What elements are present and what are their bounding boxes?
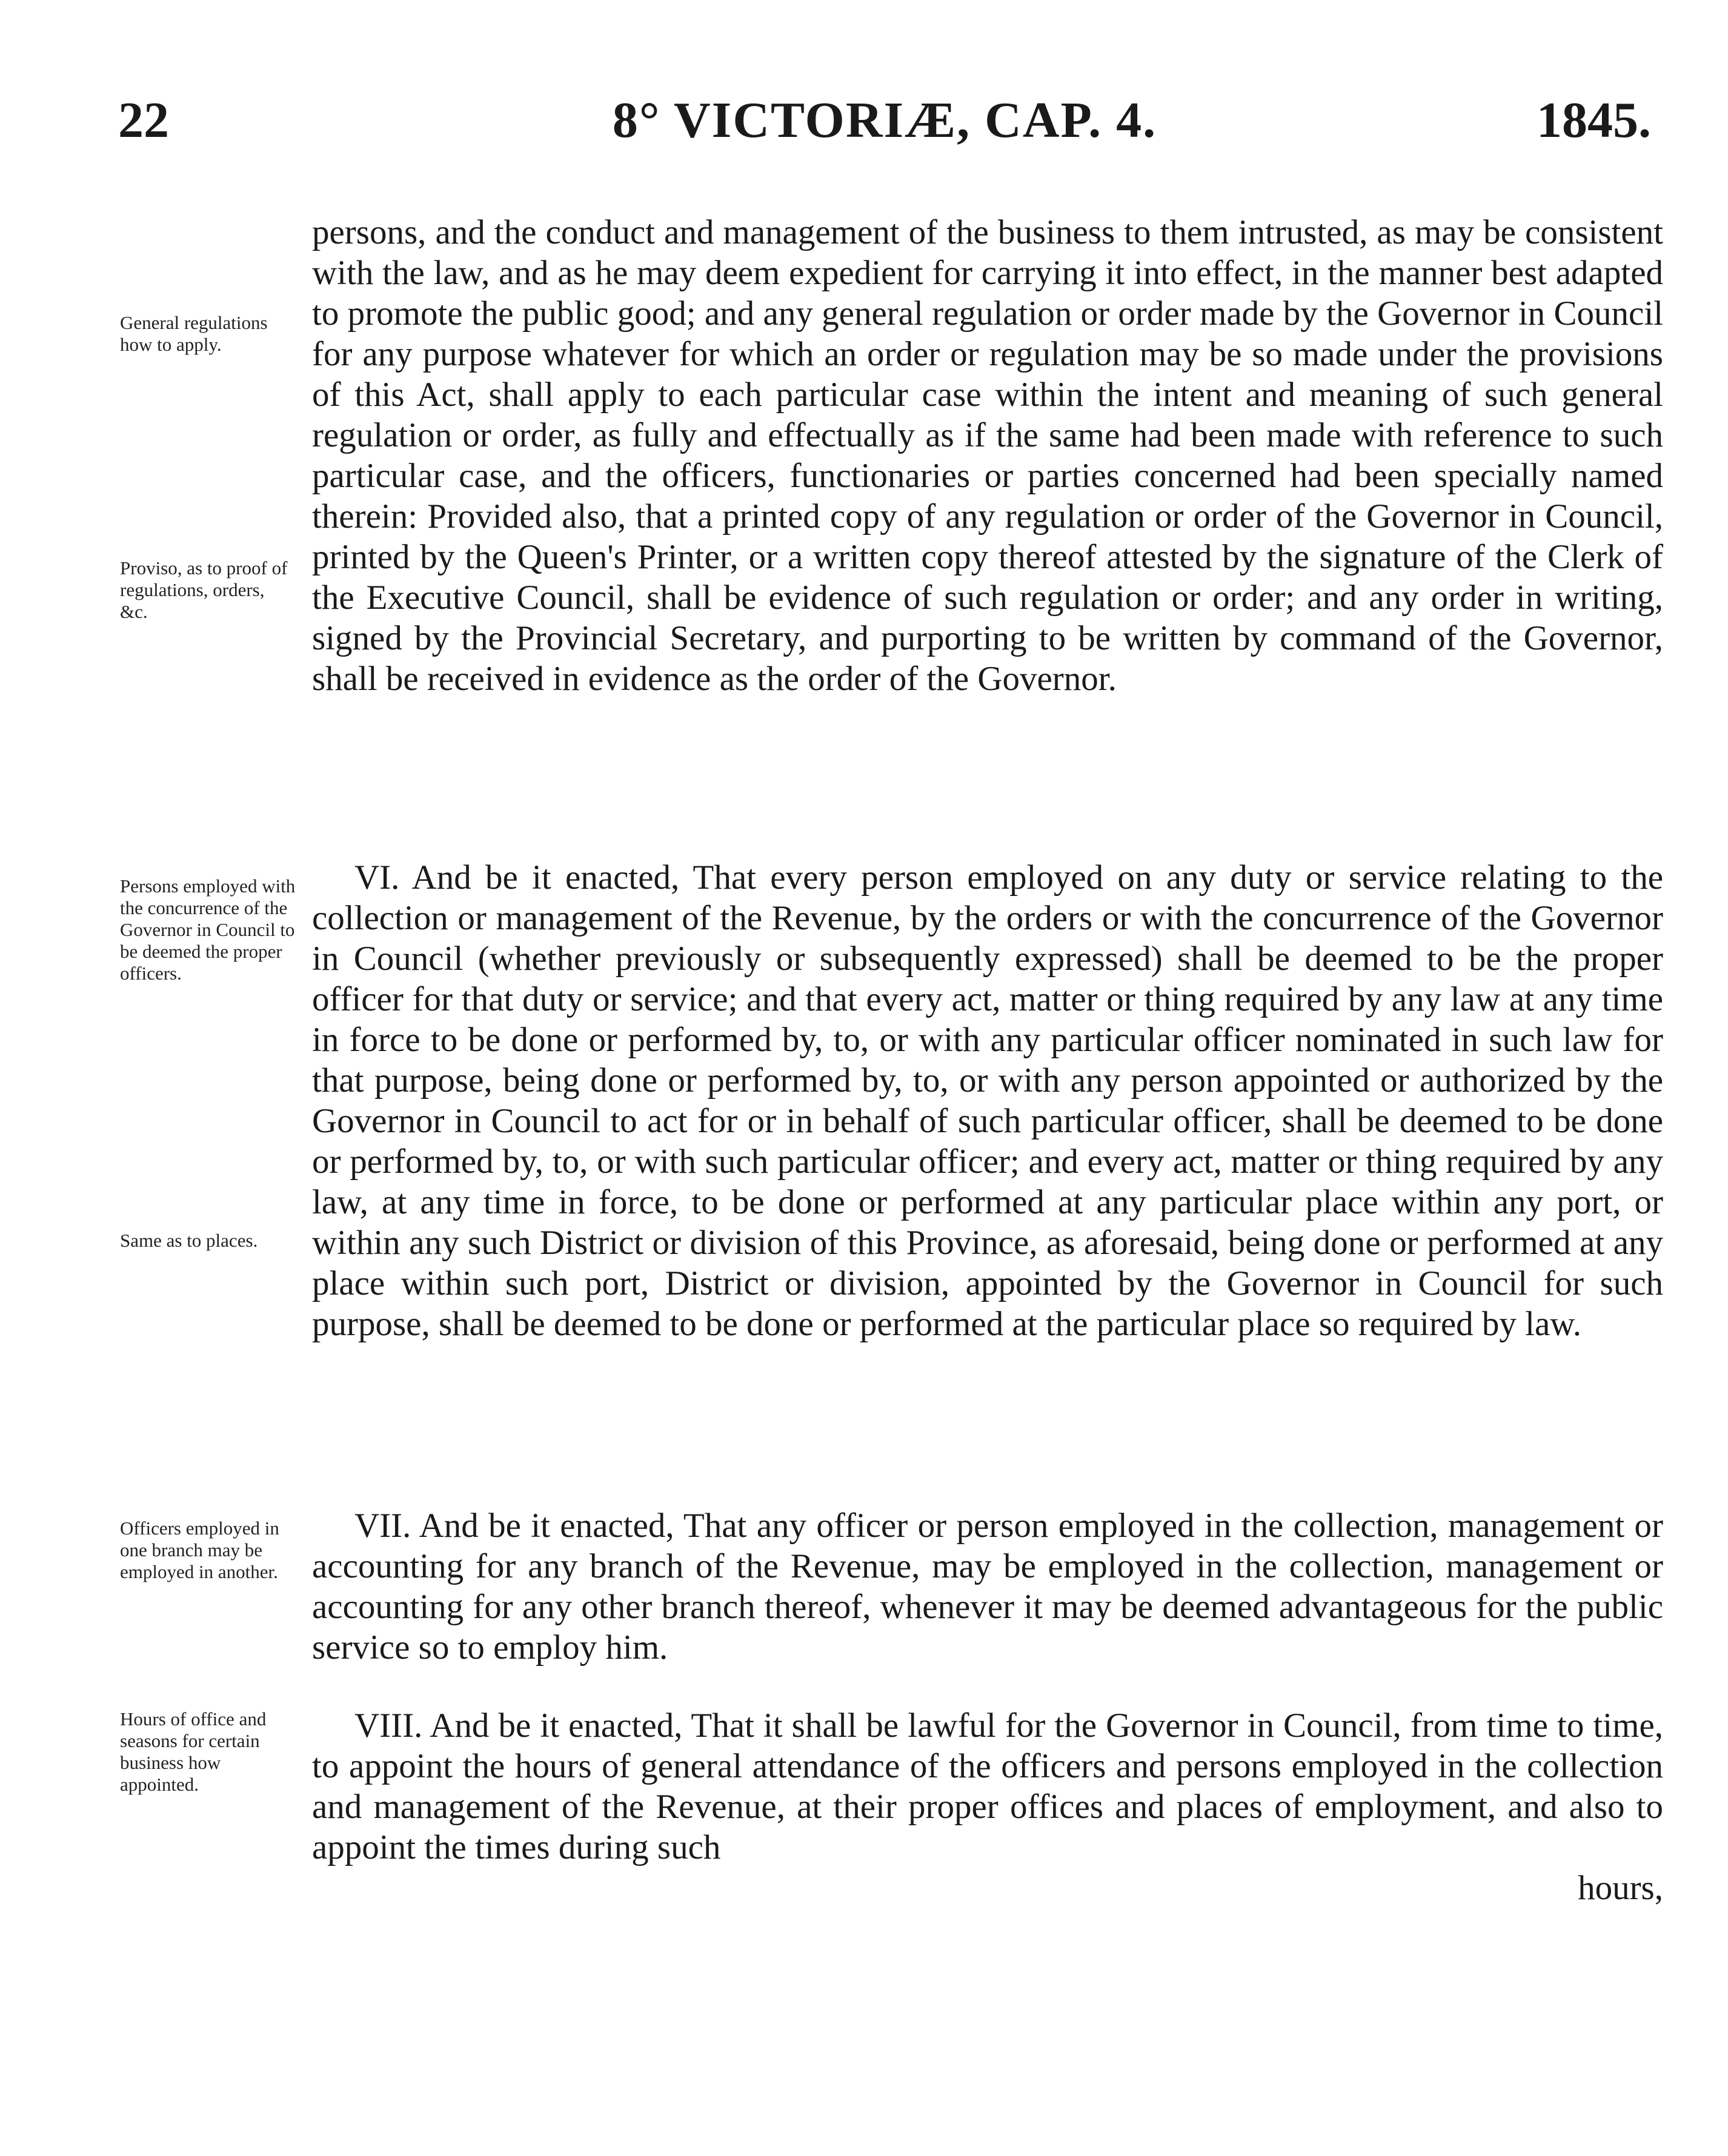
margin-note-same-as-to-places: Same as to places. [120,1230,258,1251]
paragraph-text: VI. And be it enacted, That every person employed on any duty or service relating to the collection or management of the Revenue, by the orders or with the concurrence of the Governor in Council (whether previously or subsequently expressed) shall be deemed to be the proper officer for that duty or service; and that every act, matter or thing required by any law at any time in force to be done or performed by, to, or with any particular officer nominated in such law for that purpose, being done or performed by, to, or with any person appointed or authorized by the Governor in Council to act for or in behalf of such particular officer, shall be deemed to be done or performed by, to, or with such particular officer; and every act, matter or thing required by any law, at any time in force, to be done or performed at any particular place within any port, or within any such District or division of this Province, as aforesaid, being done or performed at any place within such port, District or division, appointed by the Governor in Council for such purpose, shall be deemed to be done or performed at the particular place so required by law. [312,858,1663,1343]
paragraph-text: VII. And be it enacted, That any officer or person employed in the collection, management or accounting for any branch of the Revenue, may be employed in the collection, management or accounting for any other branch thereof, whenever it may be deemed advantageous for the public service so to employ him. [312,1507,1663,1667]
page-number: 22 [118,92,169,148]
page-year: 1845. [1537,92,1651,148]
catchword: hours, [1578,1869,1663,1907]
margin-note-proviso: Proviso, as to proof of regulations, orders, &c. [120,557,288,622]
page-header [118,91,1651,158]
margin-note-hours-of-office: Hours of office and seasons for certain business how appointed. [120,1708,267,1795]
running-title: 8° VICTORIÆ, CAP. 4. [612,92,1157,148]
section-vii [312,1505,1663,1668]
section-vi [312,857,1663,1344]
paragraph-continuation [312,212,1663,699]
margin-note-general-regulations: General regulations how to apply. [120,312,268,355]
paragraph-text: VIII. And be it enacted, That it shall be lawful for the Governor in Council, from time to time, to appoint the hours of general attendance of the officers and persons employed in the collection and management of the Revenue, at their proper offices and places of employment, and also to appoint the times during such [312,1707,1663,1866]
margin-note-officers-employed: Officers employed in one branch may be employed in another. [120,1517,279,1582]
section-viii [312,1705,1663,1908]
margin-note-persons-employed: Persons employed with the concurrence of the Governor in Council to be deemed the proper officers. [120,875,296,984]
paragraph-text: persons, and the conduct and management of the business to them intrusted, as may be consistent with the law, and as he may deem expedient for carrying it into effect, in the manner best adapted to promote the public good; and any general regulation or order made by the Governor in Council for any purpose whatever for which an order or regulation may be so made under the provisions of this Act, shall apply to each particular case within the intent and meaning of such general regulation or order, as fully and effectually as if the same had been made with reference to such particular case, and the officers, functionaries or parties concerned had been specially named therein: Provided also, that a printed copy of any regulation or order of the Governor in Council, printed by the Queen's Printer, or a written copy thereof attested by the signature of the Clerk of the Executive Council, shall be evidence of such regulation or order; and any order in writing, signed by the Provincial Secretary, and purporting to be written by command of the Governor, shall be received in evidence as the order of the Governor. [312,213,1663,698]
